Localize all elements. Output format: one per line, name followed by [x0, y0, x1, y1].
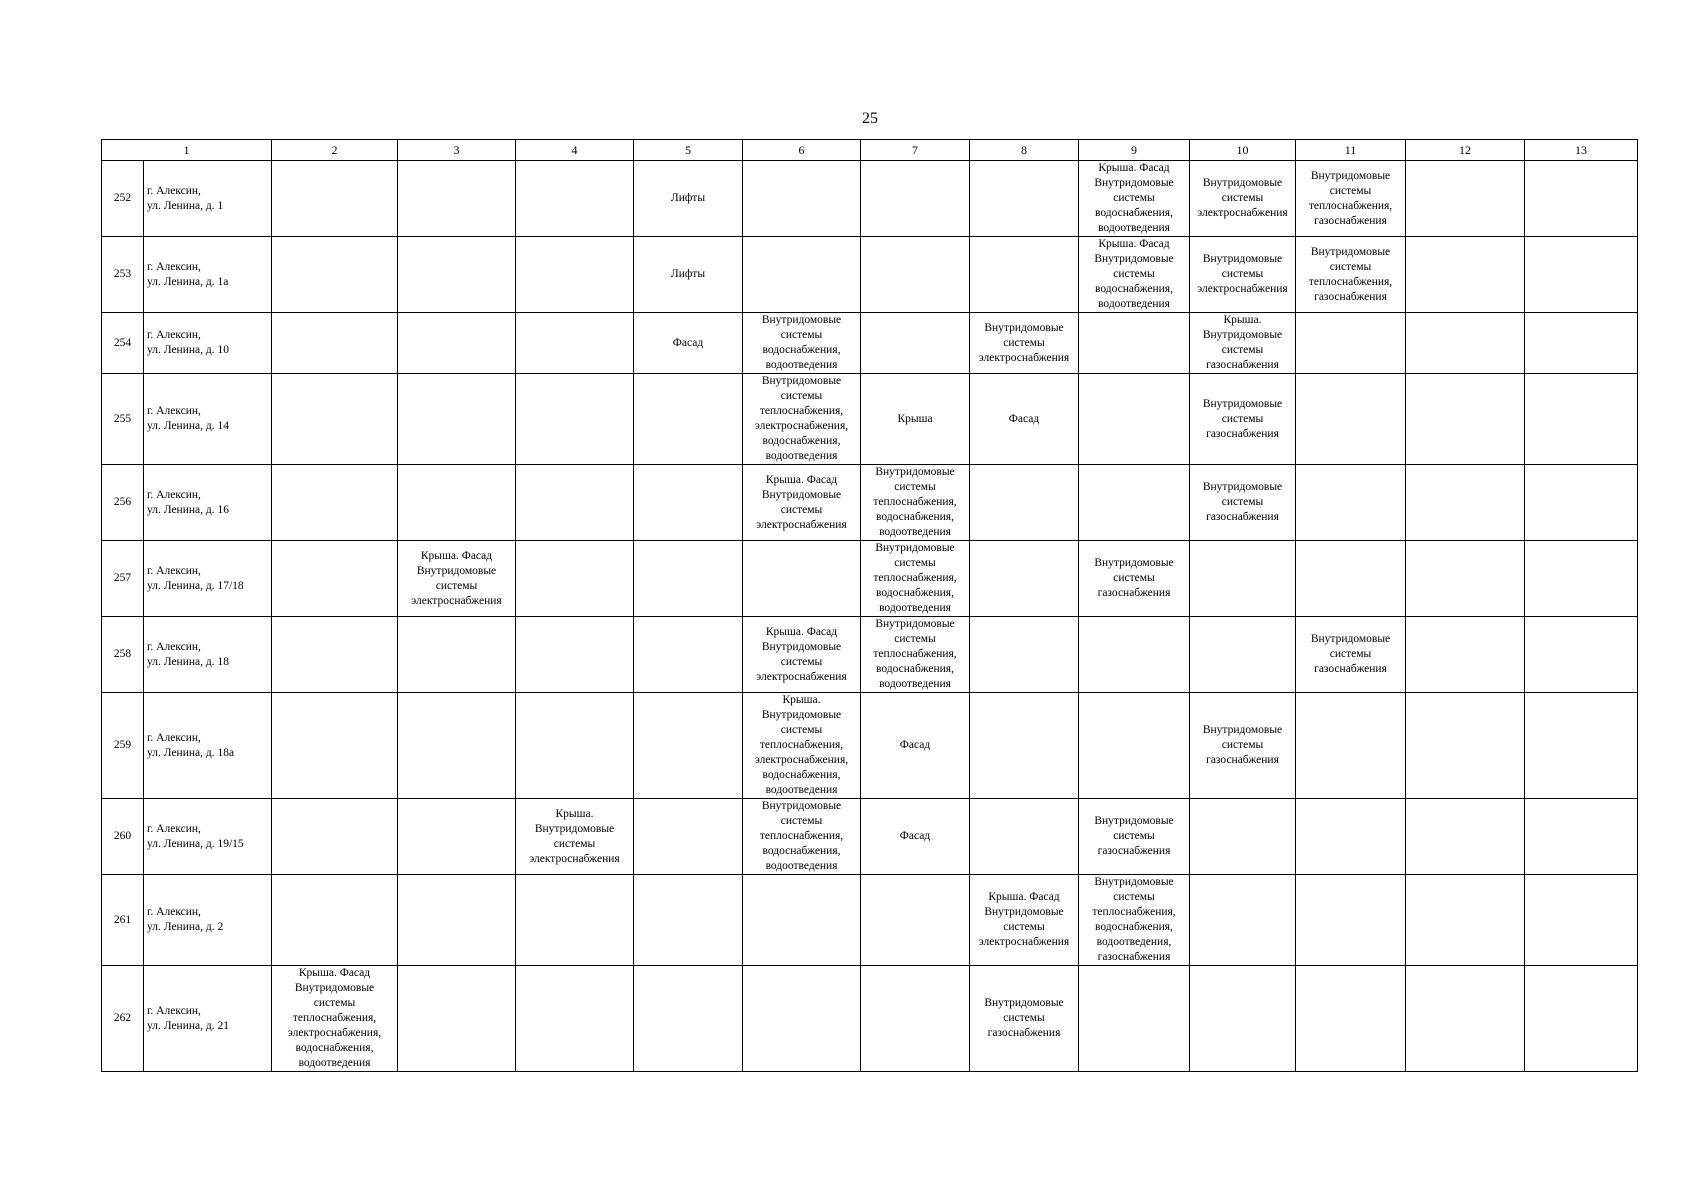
work-cell-col-9: [1079, 313, 1190, 374]
work-cell-col-3: [398, 875, 516, 966]
column-header: 8: [970, 140, 1079, 161]
work-cell-col-12: [1406, 374, 1525, 465]
work-cell-col-2: [272, 161, 398, 237]
column-header: 2: [272, 140, 398, 161]
work-cell-col-2: [272, 465, 398, 541]
work-cell-col-7: Внутридомовые системы теплоснабжения, водоснабжения, водоотведения: [861, 465, 970, 541]
work-cell-col-3: [398, 374, 516, 465]
column-header: 7: [861, 140, 970, 161]
work-cell-col-13: [1525, 875, 1638, 966]
table-row: [102, 465, 1638, 541]
work-cell-col-9: Внутридомовые системы газоснабжения: [1079, 799, 1190, 875]
table-row: [102, 799, 1638, 875]
work-cell-col-3: [398, 617, 516, 693]
table-row: [102, 617, 1638, 693]
address-cell: г. Алексин, ул. Ленина, д. 10: [144, 313, 272, 374]
row-number: 261: [102, 875, 144, 966]
column-header: 12: [1406, 140, 1525, 161]
work-cell-col-6: [743, 237, 861, 313]
work-cell-col-10: [1190, 966, 1296, 1072]
work-cell-col-12: [1406, 313, 1525, 374]
work-cell-col-10: [1190, 617, 1296, 693]
work-cell-col-4: [516, 617, 634, 693]
row-number: 253: [102, 237, 144, 313]
row-number: 256: [102, 465, 144, 541]
row-number: 255: [102, 374, 144, 465]
work-cell-col-5: [634, 875, 743, 966]
work-cell-col-11: [1296, 541, 1406, 617]
work-cell-col-6: [743, 966, 861, 1072]
column-header: 1: [102, 140, 272, 161]
work-cell-col-8: [970, 693, 1079, 799]
work-cell-col-13: [1525, 617, 1638, 693]
work-cell-col-3: [398, 237, 516, 313]
address-cell: г. Алексин, ул. Ленина, д. 16: [144, 465, 272, 541]
table-row: [102, 966, 1638, 1072]
table-row: [102, 541, 1638, 617]
work-cell-col-10: [1190, 799, 1296, 875]
work-cell-col-11: [1296, 374, 1406, 465]
table-row: [102, 875, 1638, 966]
work-cell-col-8: [970, 465, 1079, 541]
work-cell-col-4: [516, 237, 634, 313]
work-cell-col-11: [1296, 465, 1406, 541]
work-cell-col-7: Внутридомовые системы теплоснабжения, водоснабжения, водоотведения: [861, 541, 970, 617]
work-cell-col-3: [398, 966, 516, 1072]
work-cell-col-5: [634, 374, 743, 465]
work-cell-col-8: [970, 541, 1079, 617]
address-cell: г. Алексин, ул. Ленина, д. 19/15: [144, 799, 272, 875]
work-cell-col-13: [1525, 541, 1638, 617]
work-cell-col-2: [272, 237, 398, 313]
work-cell-col-11: [1296, 875, 1406, 966]
work-cell-col-10: Внутридомовые системы электроснабжения: [1190, 237, 1296, 313]
table-row: [102, 374, 1638, 465]
address-cell: г. Алексин, ул. Ленина, д. 1: [144, 161, 272, 237]
work-cell-col-6: Внутридомовые системы теплоснабжения, водоснабжения, водоотведения: [743, 799, 861, 875]
work-cell-col-3: [398, 161, 516, 237]
work-cell-col-5: [634, 541, 743, 617]
work-cell-col-13: [1525, 693, 1638, 799]
work-cell-col-10: Внутридомовые системы электроснабжения: [1190, 161, 1296, 237]
work-cell-col-11: [1296, 313, 1406, 374]
work-cell-col-9: [1079, 374, 1190, 465]
work-cell-col-5: [634, 465, 743, 541]
work-cell-col-3: [398, 313, 516, 374]
row-number: 252: [102, 161, 144, 237]
work-cell-col-9: [1079, 966, 1190, 1072]
work-cell-col-12: [1406, 617, 1525, 693]
row-number: 257: [102, 541, 144, 617]
work-cell-col-7: Внутридомовые системы теплоснабжения, водоснабжения, водоотведения: [861, 617, 970, 693]
work-cell-col-8: [970, 799, 1079, 875]
work-cell-col-5: Фасад: [634, 313, 743, 374]
work-cell-col-10: Внутридомовые системы газоснабжения: [1190, 374, 1296, 465]
column-header: 5: [634, 140, 743, 161]
work-cell-col-9: [1079, 617, 1190, 693]
work-cell-col-4: [516, 161, 634, 237]
work-cell-col-3: [398, 465, 516, 541]
work-cell-col-7: [861, 966, 970, 1072]
work-cell-col-7: Фасад: [861, 799, 970, 875]
work-cell-col-12: [1406, 541, 1525, 617]
work-cell-col-7: Крыша: [861, 374, 970, 465]
work-cell-col-11: Внутридомовые системы газоснабжения: [1296, 617, 1406, 693]
work-cell-col-13: [1525, 799, 1638, 875]
work-cell-col-4: [516, 313, 634, 374]
work-cell-col-4: [516, 374, 634, 465]
work-cell-col-5: [634, 966, 743, 1072]
work-cell-col-10: [1190, 541, 1296, 617]
work-cell-col-8: [970, 161, 1079, 237]
column-header: 9: [1079, 140, 1190, 161]
work-cell-col-3: [398, 799, 516, 875]
column-header: 13: [1525, 140, 1638, 161]
work-cell-col-12: [1406, 237, 1525, 313]
work-cell-col-6: Крыша. Фасад Внутридомовые системы электроснабжения: [743, 617, 861, 693]
work-cell-col-10: Внутридомовые системы газоснабжения: [1190, 465, 1296, 541]
row-number: 254: [102, 313, 144, 374]
work-cell-col-9: [1079, 693, 1190, 799]
work-cell-col-8: Фасад: [970, 374, 1079, 465]
work-cell-col-5: [634, 799, 743, 875]
address-cell: г. Алексин, ул. Ленина, д. 14: [144, 374, 272, 465]
work-cell-col-13: [1525, 313, 1638, 374]
column-header: 10: [1190, 140, 1296, 161]
work-cell-col-6: [743, 541, 861, 617]
work-cell-col-13: [1525, 237, 1638, 313]
work-cell-col-9: Крыша. Фасад Внутридомовые системы водоснабжения, водоотведения: [1079, 237, 1190, 313]
work-cell-col-2: [272, 693, 398, 799]
work-cell-col-12: [1406, 799, 1525, 875]
address-cell: г. Алексин, ул. Ленина, д. 17/18: [144, 541, 272, 617]
row-number: 258: [102, 617, 144, 693]
work-cell-col-12: [1406, 693, 1525, 799]
row-number: 260: [102, 799, 144, 875]
work-cell-col-12: [1406, 465, 1525, 541]
address-cell: г. Алексин, ул. Ленина, д. 18: [144, 617, 272, 693]
work-cell-col-4: [516, 875, 634, 966]
work-cell-col-8: [970, 237, 1079, 313]
row-number: 262: [102, 966, 144, 1072]
work-cell-col-8: [970, 617, 1079, 693]
address-cell: г. Алексин, ул. Ленина, д. 1а: [144, 237, 272, 313]
work-cell-col-11: Внутридомовые системы теплоснабжения, газоснабжения: [1296, 161, 1406, 237]
work-cell-col-4: [516, 966, 634, 1072]
work-cell-col-10: [1190, 875, 1296, 966]
work-cell-col-9: Внутридомовые системы теплоснабжения, водоснабжения, водоотведения, газоснабжения: [1079, 875, 1190, 966]
work-cell-col-13: [1525, 465, 1638, 541]
work-cell-col-2: [272, 799, 398, 875]
work-cell-col-6: Крыша. Фасад Внутридомовые системы электроснабжения: [743, 465, 861, 541]
work-cell-col-12: [1406, 875, 1525, 966]
work-cell-col-9: Внутридомовые системы газоснабжения: [1079, 541, 1190, 617]
work-cell-col-12: [1406, 966, 1525, 1072]
work-cell-col-11: [1296, 799, 1406, 875]
address-cell: г. Алексин, ул. Ленина, д. 21: [144, 966, 272, 1072]
work-cell-col-2: [272, 617, 398, 693]
work-cell-col-6: [743, 875, 861, 966]
work-cell-col-8: Крыша. Фасад Внутридомовые системы электроснабжения: [970, 875, 1079, 966]
work-cell-col-4: [516, 541, 634, 617]
row-number: 259: [102, 693, 144, 799]
table-row: [102, 161, 1638, 237]
work-cell-col-2: [272, 541, 398, 617]
work-cell-col-5: [634, 617, 743, 693]
work-cell-col-11: [1296, 966, 1406, 1072]
work-cell-col-7: [861, 237, 970, 313]
work-cell-col-6: [743, 161, 861, 237]
work-cell-col-4: Крыша. Внутридомовые системы электроснабжения: [516, 799, 634, 875]
work-cell-col-5: [634, 693, 743, 799]
capital-repair-schedule-table: [101, 139, 1638, 1072]
work-cell-col-5: Лифты: [634, 237, 743, 313]
work-cell-col-13: [1525, 374, 1638, 465]
work-cell-col-9: [1079, 465, 1190, 541]
work-cell-col-7: [861, 161, 970, 237]
work-cell-col-13: [1525, 161, 1638, 237]
work-cell-col-2: Крыша. Фасад Внутридомовые системы теплоснабжения, электроснабжения, водоснабжения, водоотведения: [272, 966, 398, 1072]
page-number: 25: [862, 110, 878, 127]
work-cell-col-3: [398, 693, 516, 799]
header-row: [102, 140, 1638, 161]
work-cell-col-6: Внутридомовые системы теплоснабжения, электроснабжения, водоснабжения, водоотведения: [743, 374, 861, 465]
column-header: 11: [1296, 140, 1406, 161]
work-cell-col-7: [861, 313, 970, 374]
column-header: 4: [516, 140, 634, 161]
table-row: [102, 237, 1638, 313]
column-header: 6: [743, 140, 861, 161]
work-cell-col-3: Крыша. Фасад Внутридомовые системы электроснабжения: [398, 541, 516, 617]
work-cell-col-5: Лифты: [634, 161, 743, 237]
work-cell-col-2: [272, 374, 398, 465]
work-cell-col-2: [272, 875, 398, 966]
table-row: [102, 693, 1638, 799]
work-cell-col-4: [516, 465, 634, 541]
work-cell-col-6: Крыша. Внутридомовые системы теплоснабжения, электроснабжения, водоснабжения, водоотведения: [743, 693, 861, 799]
column-header: 3: [398, 140, 516, 161]
work-cell-col-8: Внутридомовые системы электроснабжения: [970, 313, 1079, 374]
work-cell-col-10: Крыша. Внутридомовые системы газоснабжения: [1190, 313, 1296, 374]
work-cell-col-12: [1406, 161, 1525, 237]
work-cell-col-7: [861, 875, 970, 966]
work-cell-col-6: Внутридомовые системы водоснабжения, водоотведения: [743, 313, 861, 374]
work-cell-col-2: [272, 313, 398, 374]
work-cell-col-11: Внутридомовые системы теплоснабжения, газоснабжения: [1296, 237, 1406, 313]
work-cell-col-11: [1296, 693, 1406, 799]
work-cell-col-8: Внутридомовые системы газоснабжения: [970, 966, 1079, 1072]
work-cell-col-10: Внутридомовые системы газоснабжения: [1190, 693, 1296, 799]
table-row: [102, 313, 1638, 374]
address-cell: г. Алексин, ул. Ленина, д. 2: [144, 875, 272, 966]
work-cell-col-9: Крыша. Фасад Внутридомовые системы водоснабжения, водоотведения: [1079, 161, 1190, 237]
work-cell-col-7: Фасад: [861, 693, 970, 799]
work-cell-col-13: [1525, 966, 1638, 1072]
address-cell: г. Алексин, ул. Ленина, д. 18а: [144, 693, 272, 799]
work-cell-col-4: [516, 693, 634, 799]
